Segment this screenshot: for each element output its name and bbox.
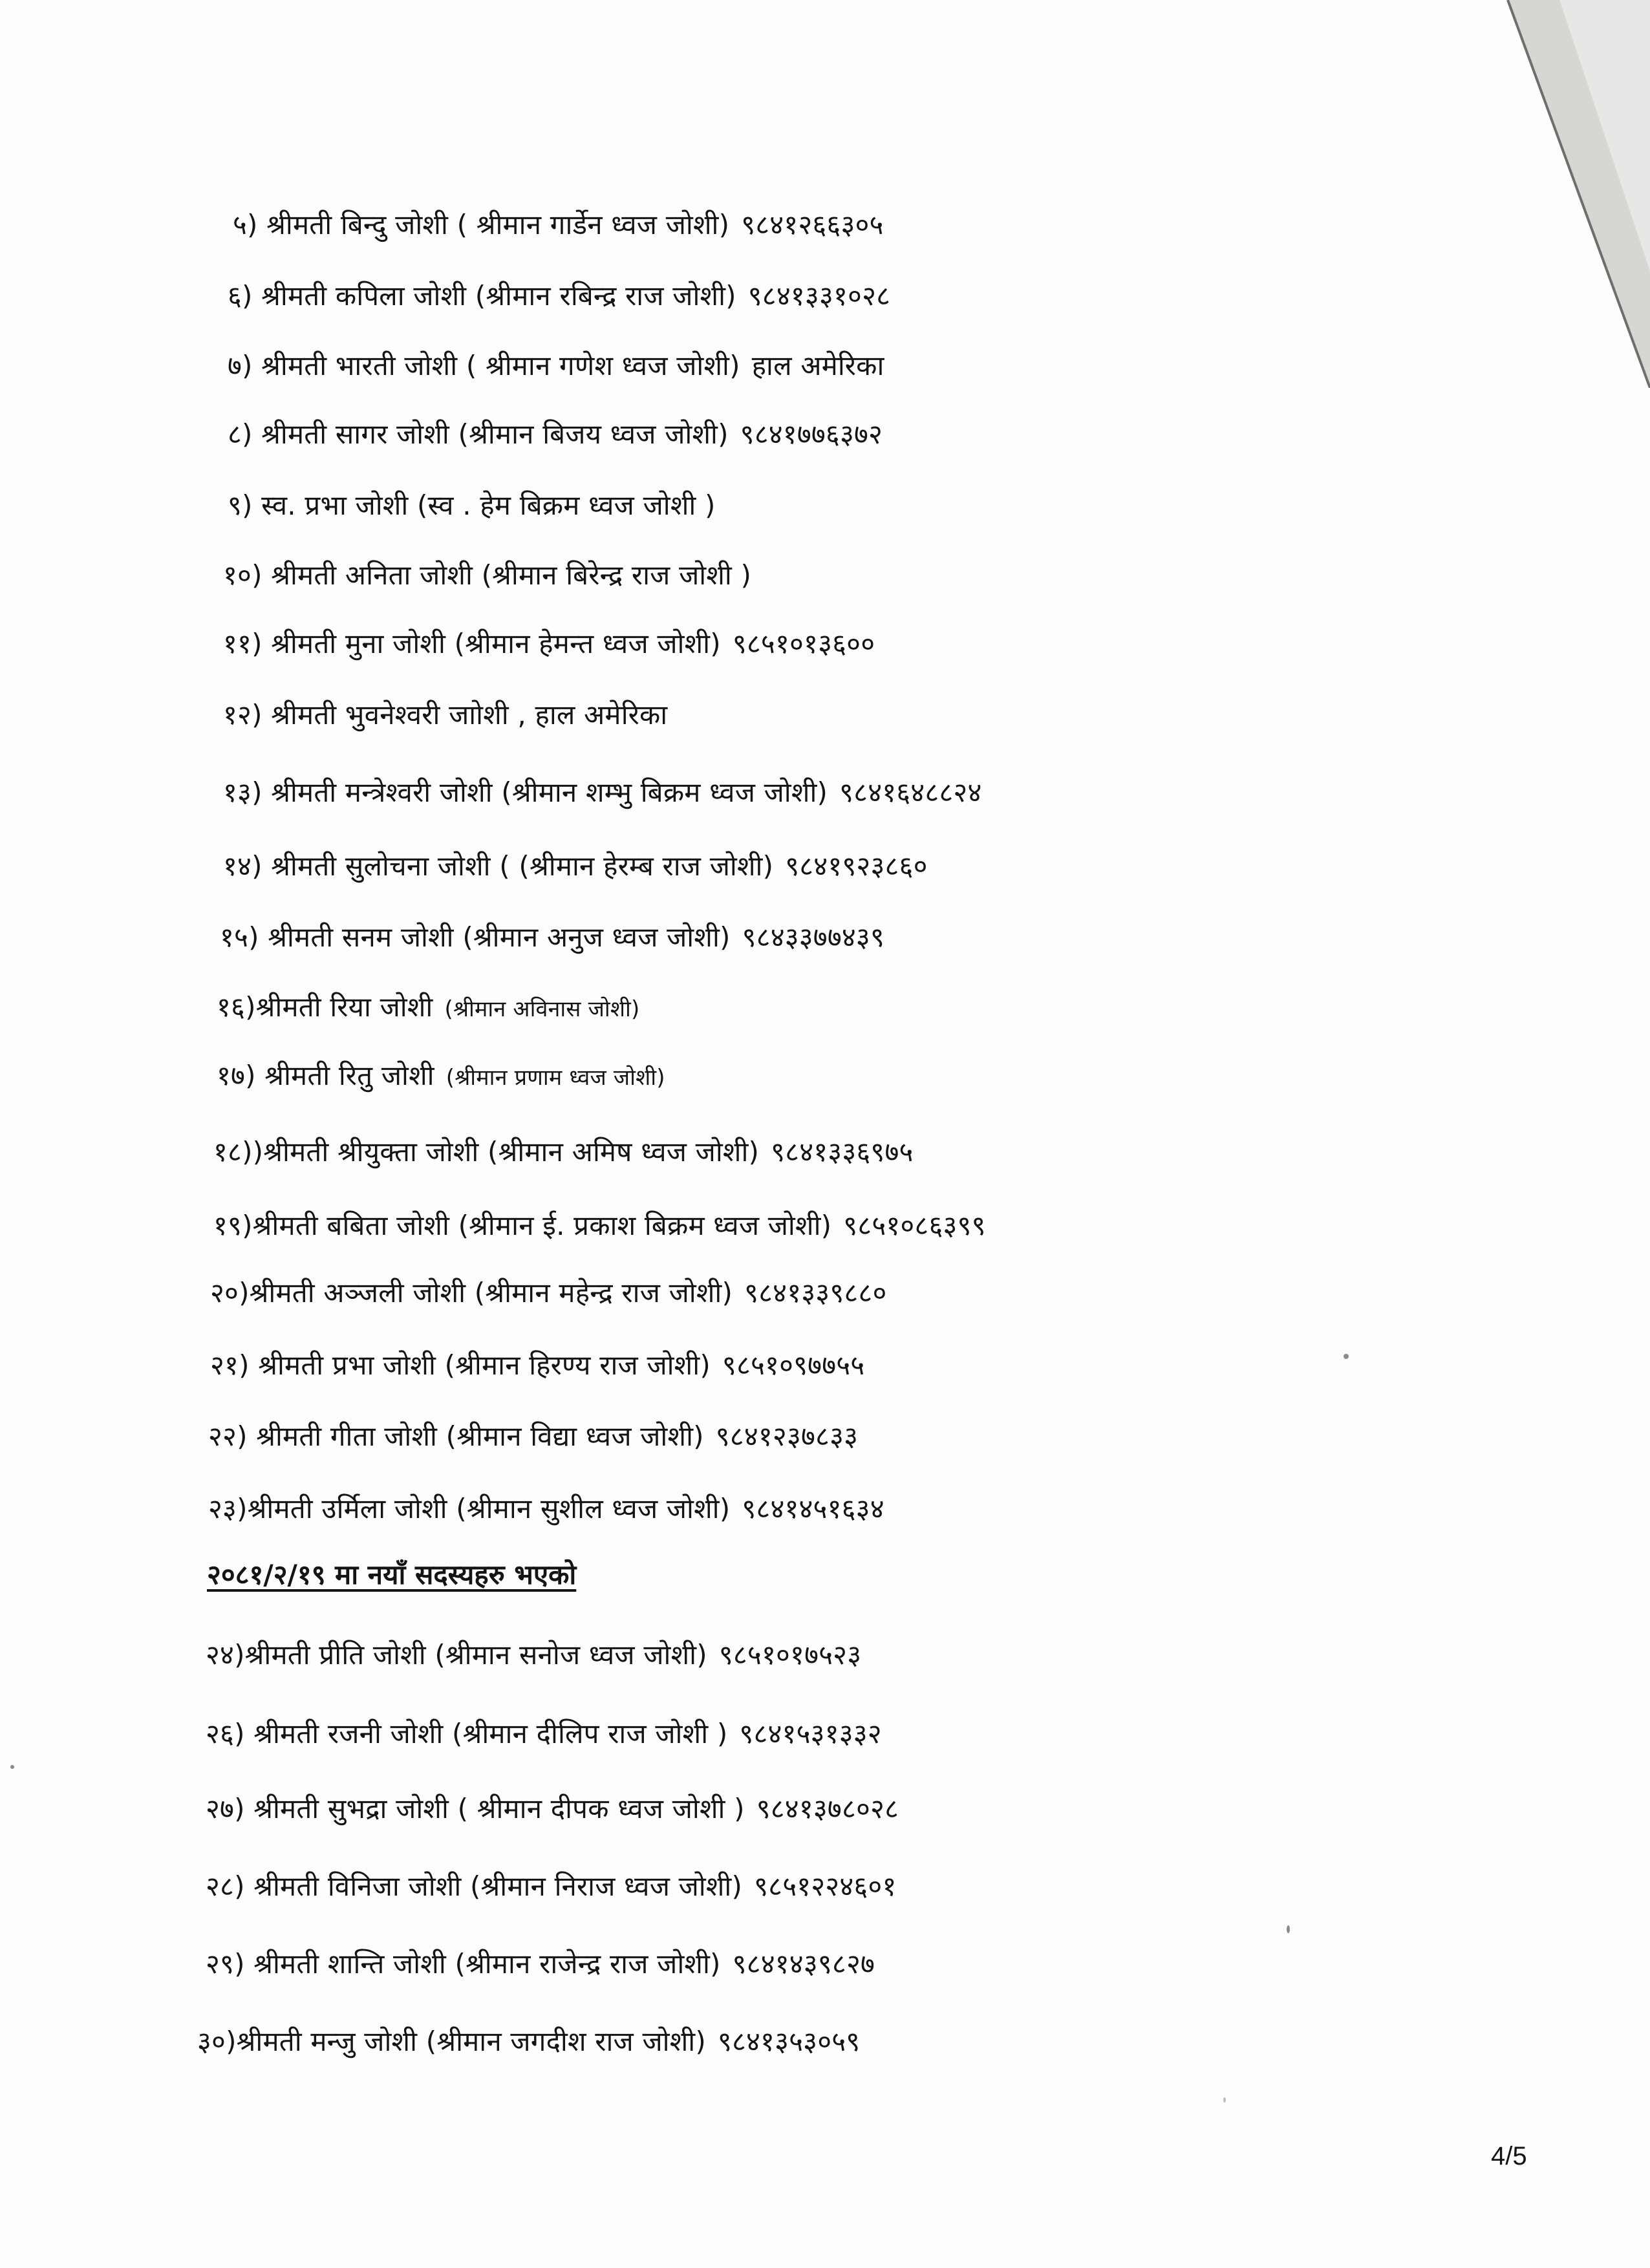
member-entry-17	[217, 1056, 665, 1097]
member-entry-13	[223, 773, 982, 812]
member-entry-label: १०) श्रीमती अनिता जोशी (श्रीमान बिरेन्द्र राज जोशी )	[223, 559, 752, 591]
member-entry-label: २६) श्रीमती रजनी जोशी (श्रीमान दीलिप राज जोशी )	[206, 1718, 728, 1749]
section-heading: २०८१/२/१९ मा नयाँ सदस्यहरु भएको	[207, 1559, 577, 1590]
member-entry-label: १६)श्रीमती रिया जोशी	[217, 991, 433, 1023]
member-entry-label: १५) श्रीमती सनम जोशी (श्रीमान अनुज ध्वज जोशी)	[220, 921, 731, 953]
scan-speck	[10, 1765, 14, 1769]
member-entry-18	[213, 1133, 914, 1171]
member-entry-label: १२) श्रीमती भुवनेश्वरी जाोशी , हाल अमेरिका	[223, 699, 668, 731]
member-entry-26	[206, 1715, 882, 1753]
member-entry-label: २७) श्रीमती सुभद्रा जोशी ( श्रीमान दीपक ध्वज जोशी )	[206, 1793, 745, 1824]
member-entry-label: ५) श्रीमती बिन्दु जोशी ( श्रीमान गार्डेन ध्वज जोशी)	[233, 209, 730, 241]
member-entry-22	[208, 1417, 858, 1456]
member-entry-7	[228, 347, 884, 385]
member-entry-label: ६) श्रीमती कपिला जोशी (श्रीमान रबिन्द्र राज जोशी)	[228, 280, 736, 312]
member-entry-9	[228, 486, 727, 525]
member-entry-label: १८))श्रीमती श्रीयुक्ता जोशी (श्रीमान अमिष ध्वज जोशी)	[213, 1136, 760, 1168]
member-phone: ९८४१९२३८६०	[785, 850, 928, 882]
member-phone: ९८४१३३६९७५	[771, 1136, 914, 1168]
member-phone: ९८४१२६६३०५	[741, 209, 884, 241]
member-entry-label: २८) श्रीमती विनिजा जोशी (श्रीमान निराज ध्वज जोशी)	[206, 1870, 743, 1902]
member-entry-label: २०)श्रीमती अञ्जली जोशी (श्रीमान महेन्द्र राज जोशी)	[210, 1277, 733, 1309]
member-entry-24	[206, 1636, 861, 1674]
member-spouse-note: (श्रीमान अविनास जोशी)	[444, 996, 640, 1022]
member-entry-29	[206, 1945, 875, 1984]
member-phone: ९८४१६४८८२४	[839, 776, 982, 808]
member-phone: ९८४१४३९८२७	[732, 1948, 875, 1980]
member-phone: ९८४१७७६३७२	[740, 418, 883, 450]
member-entry-label: २९) श्रीमती शान्ति जोशी (श्रीमान राजेन्द्र राज जोशी)	[206, 1948, 721, 1980]
scan-speck	[1287, 1925, 1290, 1933]
member-entry-23	[208, 1490, 884, 1528]
member-entry-label: ११) श्रीमती मुना जोशी (श्रीमान हेमन्त ध्वज जोशी)	[223, 628, 721, 659]
member-entry-16	[217, 988, 639, 1029]
member-entry-label: ९) स्व. प्रभा जोशी (स्व . हेम बिक्रम ध्वज जोशी )	[228, 489, 716, 521]
member-spouse-note: (श्रीमान प्रणाम ध्वज जोशी)	[445, 1065, 665, 1091]
member-phone: ९८४३३७७४३९	[742, 921, 885, 953]
member-phone: ९८४१४५१६३४	[742, 1493, 884, 1524]
member-entry-14	[223, 847, 928, 886]
member-phone: ९८४१५३१३३२	[739, 1718, 882, 1749]
member-phone: ९८५१०८६३९९	[843, 1210, 986, 1241]
member-phone: ९८४१२३७८३३	[715, 1420, 859, 1452]
member-phone: ९८५१०९७७५५	[722, 1349, 865, 1381]
member-phone: ९८५१०१७५२३	[718, 1639, 862, 1671]
member-phone: ९८४१३७८०२८	[756, 1793, 899, 1824]
folded-corner-shadow	[1482, 0, 1650, 388]
member-phone: ९८५१०१३६००	[732, 628, 875, 659]
member-entry-20	[210, 1274, 887, 1312]
member-entry-label: २२) श्रीमती गीता जोशी (श्रीमान विद्या ध्वज जोशी)	[208, 1420, 704, 1452]
member-entry-12	[223, 696, 679, 734]
member-phone: ९८४१३३१०२८	[747, 280, 891, 312]
member-entry-label: १७) श्रीमती रितु जोशी	[217, 1060, 434, 1091]
member-phone: ९८५१२२४६०१	[754, 1870, 897, 1902]
page-number: 4/5	[1491, 2142, 1527, 2170]
member-entry-21	[210, 1346, 864, 1385]
member-entry-label: २१) श्रीमती प्रभा जोशी (श्रीमान हिरण्य राज जोशी)	[210, 1349, 711, 1381]
member-entry-5	[233, 206, 884, 244]
member-entry-label: १३) श्रीमती मन्त्रेश्वरी जोशी (श्रीमान शम्भु बिक्रम ध्वज जोशी)	[223, 776, 828, 808]
member-entry-8	[228, 415, 883, 454]
member-entry-label: ७) श्रीमती भारती जोशी ( श्रीमान गणेश ध्वज जोशी)	[228, 350, 740, 381]
member-entry-6	[228, 277, 890, 316]
member-entry-label: २४)श्रीमती प्रीति जोशी (श्रीमान सनोज ध्वज जोशी)	[206, 1639, 707, 1671]
member-entry-15	[220, 918, 884, 957]
member-location: हाल अमेरिका	[751, 350, 884, 381]
member-entry-label: २३)श्रीमती उर्मिला जोशी (श्रीमान सुशील ध्वज जोशी)	[208, 1493, 731, 1524]
member-entry-label: १९)श्रीमती बबिता जोशी (श्रीमान ई. प्रकाश बिक्रम ध्वज जोशी)	[213, 1210, 832, 1241]
member-entry-label: १४) श्रीमती सुलोचना जोशी ( (श्रीमान हेरम्ब राज जोशी)	[223, 850, 774, 882]
member-phone: ९८४१३५३०५९	[717, 2026, 861, 2057]
member-entry-28	[206, 1867, 897, 1906]
member-phone: ९८४१३३९८८०	[744, 1277, 887, 1309]
member-entry-30	[197, 2022, 860, 2061]
member-entry-19	[213, 1206, 986, 1245]
member-entry-10	[223, 556, 763, 595]
member-entry-11	[223, 625, 875, 663]
member-entry-label: ८) श्रीमती सागर जोशी (श्रीमान बिजय ध्वज जोशी)	[228, 418, 729, 450]
scan-speck	[1344, 1354, 1349, 1359]
member-entry-label: ३०)श्रीमती मन्जु जोशी (श्रीमान जगदीश राज जोशी)	[197, 2026, 706, 2057]
scan-speck	[1223, 2097, 1226, 2102]
member-entry-27	[206, 1790, 899, 1828]
